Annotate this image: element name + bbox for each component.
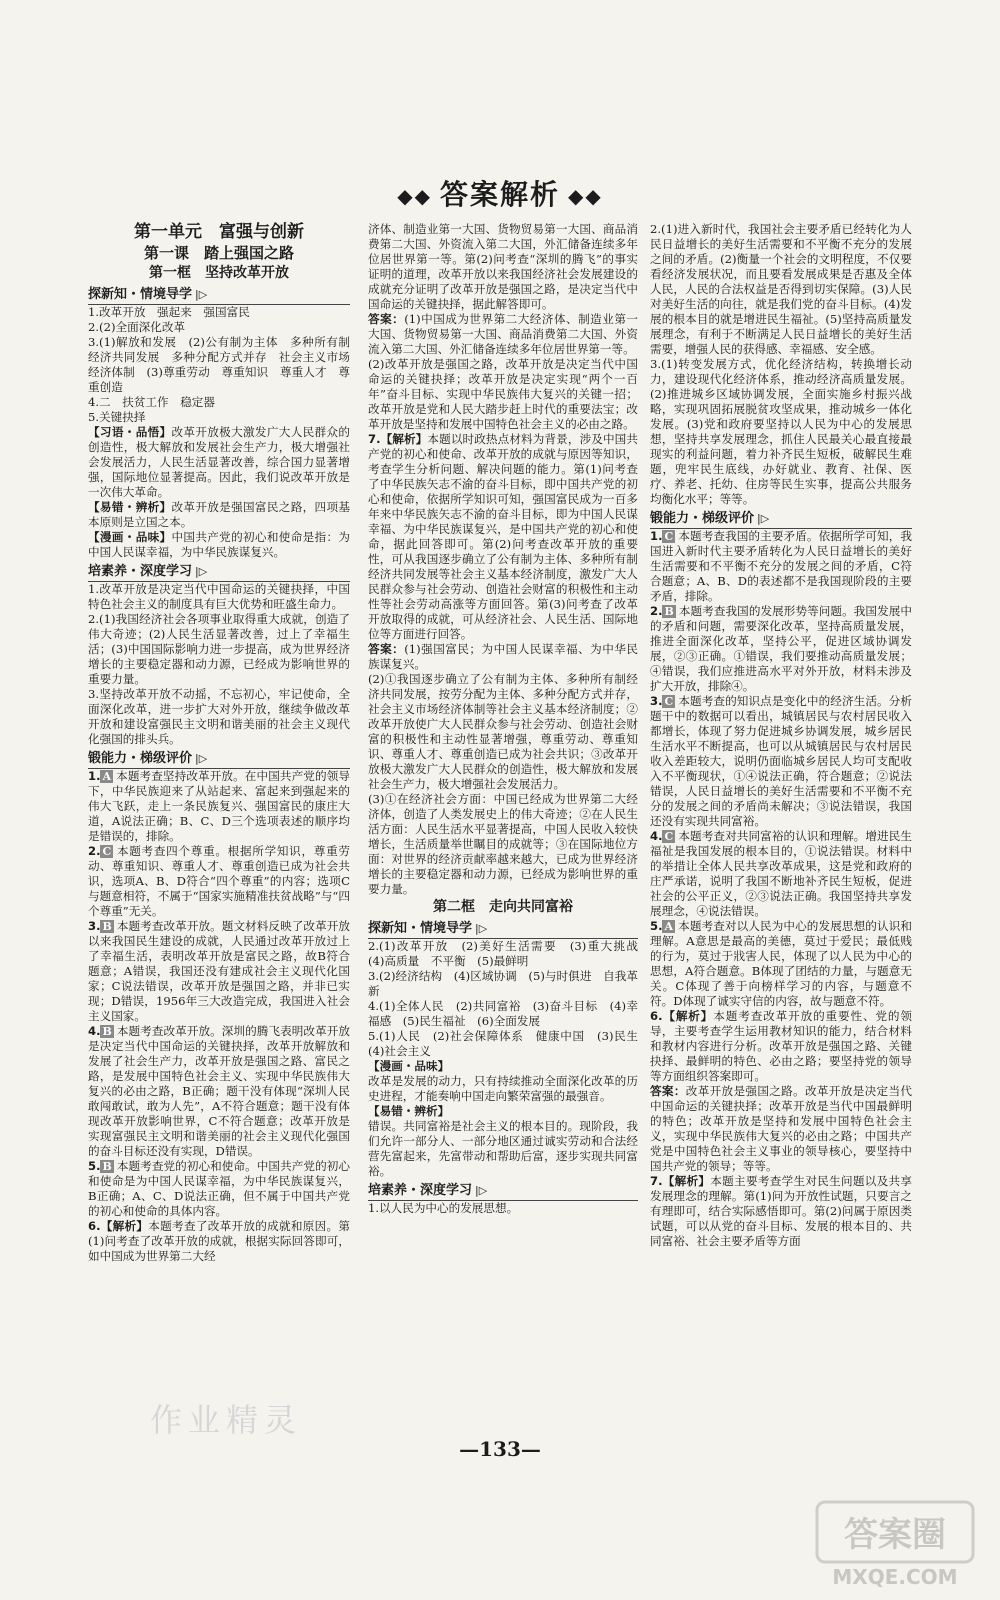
tagged-paragraph xyxy=(650,1174,912,1249)
answer-choice-badge: B xyxy=(102,1025,112,1038)
paragraph: 1.以人民为中心的发展思想。 xyxy=(368,1201,519,1215)
paragraph-text: 本题以时政热点材料为背景，涉及中国共产党的初心和使命、改革开放的成就与原因等知识，考查学生分析问题、解决问题的能力。第(1)问考查了中华民族矢志不渝的奋斗目标，即中国共产党的初心和使命，依据所学知识可知，强国富民成为一百多年来中华民族矢志不渝的奋斗目标，即为中国人民谋幸福、为中华民族谋复兴，是中国共产党的初心和使命，据此回答即可。第(2)问考查改革开放的重要性，可从我国逐步确立了公有制为主体、多种所有制经济共同发展等社会主义基本经济制度，激发广大人民群众参与社会劳动、创造社会财富的积极性和主动性等社会劳动高涨等方面回答。第(3)问考查了改革开放取得的成就，可从经济社会、人民生活、国际地位等方面进行回答。 xyxy=(368,432,638,641)
answer-choice-badge: C xyxy=(664,695,674,708)
paragraph-text: 改革开放极大激发广大人民群众的创造性，极大解放和发展社会生产力，极大增强社会发展活力，人民生活显著改善，综合国力显著增强，国际地位显著提高。因此，我们说改革开放是一次伟大革命。 xyxy=(88,425,350,499)
answer-choice-badge: C xyxy=(664,830,674,843)
section-heading xyxy=(650,509,912,529)
section-arrow-icon: |▷ xyxy=(195,752,208,765)
answer-item xyxy=(650,919,912,1009)
section-title: 探新知・情境导学 xyxy=(368,921,473,936)
answer-choice-badge: C xyxy=(102,845,112,858)
left-ornament-icon: ◆◆ xyxy=(397,184,432,208)
paragraph: 3.(1)转变发展方式，优化经济结构，转换增长动力，建设现代化经济体系，推动经济高质量发展。(2)推进城乡区域协调发展，全面实施乡村振兴战略，实现巩固拓展脱贫攻坚成果，推动城乡一体化发展。(3)党和政府要坚持以人民为中心的发展思想，坚持共享发展理念，抓住人民最关心最直接最现实的利益问题，着力补齐民生短板，破解民生难题，兜牢民生底线，办好就业、教育、社保、医疗、养老、托幼、住房等民生实事，提高公共服务均衡化水平；等等。 xyxy=(650,357,912,506)
answer-explanation: 本题考查对以人民为中心的发展思想的认识和理解。A意思是最高的美德，莫过于爱民；最低贱的行为，莫过于戕害人民，体现了以人民为中心的思想，A符合题意。B体现了团结的力量，与题意无关。C体现了善于向榜样学习的内容，与题意不符。D体现了诚实守信的内容，故与题意不符。 xyxy=(650,919,912,1008)
answer-explanation: 本题考查坚持改革开放。在中国共产党的领导下，中华民族迎来了从站起来、富起来到强起来的伟大飞跃，走上一条民族复兴、强国富民的康庄大道，A说法正确；B、C、D三个选项表述的顺序均是错误的，排除。 xyxy=(88,769,350,843)
answer-column-middle xyxy=(368,222,650,1407)
answer-item xyxy=(88,1024,350,1159)
paragraph-tag: 6.【解析】 xyxy=(650,1009,714,1023)
answer-item xyxy=(88,769,350,844)
paragraph-tag: 【漫画・品味】 xyxy=(368,1059,450,1073)
section-title: 探新知・情境导学 xyxy=(88,287,193,302)
section-heading xyxy=(368,1181,638,1201)
answer-choice-badge: A xyxy=(664,920,674,933)
page-title xyxy=(0,173,1000,213)
paragraph-text: 改革开放是强国之路。改革开放是决定当代中国命运的关键抉择；改革开放是当代中国最鲜明的特色；改革开放是坚持和发展中国特色社会主义，实现中华民族伟大复兴的必由之路；中国共产党是中国特色社会主义事业的领导核心，要坚持中国共产党的领导；等等。 xyxy=(650,1084,912,1173)
tagged-paragraph xyxy=(88,530,350,560)
answer-item xyxy=(88,919,350,1024)
paragraph: (2)①我国逐步确立了公有制为主体、多种所有制经济共同发展，按劳分配为主体、多种分配方式并存，社会主义市场经济体制等社会主义基本经济制度；②改革开放使广大人民群众参与社会劳动、创造社会财富的积极性和主动性显著增强，尊重劳动、尊重知识、尊重人才、尊重创造已成为社会共识；③改革开放极大激发广大人民群众的创造性，极大解放和发展社会生产力，极大增强社会发展活力。 xyxy=(368,672,638,791)
page-number: —133— xyxy=(459,1437,541,1461)
frame-heading: 第一框 坚持改革开放 xyxy=(149,265,289,281)
lesson-heading: 第一课 踏上强国之路 xyxy=(143,244,294,262)
answer-number: 1. xyxy=(88,769,101,783)
paragraph-tag: 【漫画・品味】 xyxy=(88,530,172,544)
paragraph-tag: 答案： xyxy=(650,1084,686,1098)
paragraph-tag: 答案： xyxy=(368,312,405,326)
tagged-paragraph xyxy=(88,1219,350,1264)
logo-domain: MXQE.COM xyxy=(832,1565,958,1589)
tagged-paragraph xyxy=(88,425,350,500)
answer-explanation: 本题考查我国的发展形势等问题。我国发展中的矛盾和问题，需要深化改革，坚持高质量发展，推进全面深化改革，坚持公平，促进区域协调发展，②③正确。①错误，我们要推动高质量发展；④错误，我们应推进高水平对外开放，材料未涉及扩大开放，排除④。 xyxy=(650,604,912,693)
answer-number: 4. xyxy=(650,829,663,843)
answer-item xyxy=(650,529,912,604)
answer-item xyxy=(88,1159,350,1219)
paragraph: 5.关键抉择 xyxy=(88,410,146,424)
answer-number: 3. xyxy=(88,919,101,933)
section-heading xyxy=(368,919,638,939)
answer-number: 1. xyxy=(650,529,663,543)
section-title: 锻能力・梯级评价 xyxy=(650,511,755,526)
tagged-paragraph xyxy=(650,1009,912,1084)
answer-explanation: 本题考查我国的主要矛盾。依据所学可知，我国进入新时代主要矛盾转化为人民日益增长的美好生活需要和不平衡不充分的发展之间的矛盾，C符合题意；A、B、D的表述都不是我国现阶段的主要矛盾，排除。 xyxy=(650,529,912,603)
logo-text: 答案圈 xyxy=(844,1515,946,1555)
tagged-paragraph xyxy=(368,1059,638,1074)
answer-choice-badge: B xyxy=(664,605,674,618)
paragraph-tag: 答案： xyxy=(368,642,405,656)
paragraph-tag: 【易错・辨析】 xyxy=(88,500,172,514)
watermark: 作业精灵 xyxy=(150,1401,303,1439)
paragraph: 3.(1)解放和发展 (2)公有制为主体 多种所有制经济共同发展 多种分配方式并存 社会主义市场经济体制 (3)尊重劳动 尊重知识 尊重人才 尊重创造 xyxy=(88,335,350,394)
paragraph-text: 中国共产党的初心和使命是指：为中国人民谋幸福，为中华民族谋复兴。 xyxy=(88,530,350,559)
section-arrow-icon: |▷ xyxy=(475,922,488,935)
answer-explanation: 本题考查改革开放。题文材料反映了改革开放以来我国民生建设的成就，人民通过改革开放过上了幸福生活，表明改革开放是富民之路，故B符合题意；A错误，我国还没有建成社会主义现代化国家；C说法错误，改革开放是强国之路，并非已实现；D错误，1956年三大改造完成，我国进入社会主义国家。 xyxy=(88,919,350,1023)
paragraph: 2.(2)全面深化改革 xyxy=(88,320,186,334)
tagged-paragraph xyxy=(368,432,638,642)
paragraph-text: 本题考查改革开放的重要性、党的领导，主要考查学生运用教材知识的能力，结合材料和教材内容进行分析。改革开放是强国之路、关键抉择、最鲜明的特色、必由之路；要坚持党的领导等方面组织答案即可。 xyxy=(650,1009,912,1083)
answer-number: 3. xyxy=(650,694,663,708)
paragraph: 2.(1)进入新时代，我国社会主要矛盾已经转化为人民日益增长的美好生活需要和不平衡不充分的发展之间的矛盾。(2)衡量一个社会的文明程度，不仅要看经济发展状况，而且要看发展成果是否惠及全体人民，人民的合法权益是否得到切实保障。(3)人民对美好生活的向往，就是我们党的奋斗目标。(4)发展的根本目的就是增进民生福祉。(5)坚持高质量发展理念，有利于不断满足人民日益增长的美好生活需要，增强人民的获得感、幸福感、安全感。 xyxy=(650,222,912,356)
section-arrow-icon: |▷ xyxy=(757,512,770,525)
paragraph: 2.(1)改革开放 (2)美好生活需要 (3)重大挑战 (4)高质量 不平衡 (5)最鲜明 xyxy=(368,939,650,968)
paragraph-tag: 【习语・品悟】 xyxy=(88,425,172,439)
tagged-paragraph xyxy=(368,1104,638,1119)
paragraph-tag: 【易错・辨析】 xyxy=(368,1104,450,1118)
section-heading xyxy=(88,562,350,582)
answer-explanation: 本题考查党的初心和使命。中国共产党的初心和使命是为中国人民谋幸福，为中华民族谋复兴，B正确；A、C、D说法正确，但不属于中国共产党的初心和使命的具体内容。 xyxy=(88,1159,350,1218)
paragraph-text: (1)强国富民；为中国人民谋幸福、为中华民族谋复兴。 xyxy=(368,642,638,671)
site-logo xyxy=(815,1500,975,1590)
section-title: 锻能力・梯级评价 xyxy=(88,751,193,766)
paragraph: 改革是发展的动力，只有持续推动全面深化改革的历史进程，才能奏响中国走向繁荣富强的最强音。 xyxy=(368,1074,638,1103)
answer-number: 2. xyxy=(88,844,101,858)
paragraph-tag: 7.【解析】 xyxy=(650,1174,711,1188)
answer-choice-badge: A xyxy=(102,770,112,783)
answer-column-right xyxy=(650,222,912,1407)
section-arrow-icon: |▷ xyxy=(195,288,208,301)
paragraph: 4.(1)全体人民 (2)共同富裕 (3)奋斗目标 (4)幸福感 (5)民生福祉 (6)全面发展 xyxy=(368,999,638,1028)
paragraph-text: (1)中国成为世界第二大经济体、制造业第一大国、货物贸易第一大国、商品消费第二大国、外资流入第二大国、外汇储备连续多年位居世界第一等。 xyxy=(368,312,638,356)
paragraph-text: 本题考查了改革开放的成就和原因。第(1)问考查了改革开放的成就，根据实际回答即可，如中国成为世界第二大经 xyxy=(88,1219,350,1263)
answer-item xyxy=(650,829,912,919)
unit-heading: 第一单元 富强与创新 xyxy=(134,222,304,242)
answer-item xyxy=(88,844,350,919)
answer-number: 5. xyxy=(88,1159,101,1173)
paragraph: 5.(1)人民 (2)社会保障体系 健康中国 (3)民生 (4)社会主义 xyxy=(368,1029,650,1058)
section-heading xyxy=(88,749,350,769)
answer-choice-badge: B xyxy=(102,920,112,933)
paragraph: 3.坚持改革开放不动摇，不忘初心，牢记使命，全面深化改革，进一步扩大对外开放，继续争做改革开放和建设富强民主文明和谐美丽的社会主义现代化强国的排头兵。 xyxy=(88,687,350,746)
tagged-paragraph xyxy=(650,1084,912,1174)
section-arrow-icon: |▷ xyxy=(475,1184,488,1197)
frame-heading: 第二框 走向共同富裕 xyxy=(433,899,573,915)
tagged-paragraph xyxy=(88,500,350,530)
paragraph: 济体、制造业第一大国、货物贸易第一大国、商品消费第二大国、外资流入第二大国，外汇储备连续多年位居世界第一等。第(2)问考查“深圳的腾飞”的事实证明的道理，改革开放以来我国经济社会发展建设的成就充分证明了改革开放是强国之路，是决定当代中国命运的关键抉择，据此解答即可。 xyxy=(368,222,638,311)
section-heading xyxy=(88,285,350,305)
answer-explanation: 本题考查改革开放。深圳的腾飞表明改革开放是决定当代中国命运的关键抉择，改革开放解放和发展了社会生产力，改革开放是强国之路、富民之路，是发展中国特色社会主义、实现中华民族伟大复兴的必由之路，B正确；题干没有体现“深圳人民敢闯敢试，敢为人先”，A不符合题意；题干没有体现改革开放影响世界，C不符合题意；改革开放是实现富强民主文明和谐美丽的社会主义现代化强国的奋斗目标还没有实现，D错误。 xyxy=(88,1024,350,1158)
page-title-text: 答案解析 xyxy=(439,178,560,211)
paragraph: 2.(1)我国经济社会各项事业取得重大成就，创造了伟大奇迹；(2)人民生活显著改善，过上了幸福生活；(3)中国国际影响力进一步提高，成为世界经济增长的主要稳定器和动力源，已经成为影响世界的重要力量。 xyxy=(88,612,350,686)
section-title: 培素养・深度学习 xyxy=(88,564,193,579)
paragraph: 错误。共同富裕是社会主义的根本目的。现阶段，我们允许一部分人、一部分地区通过诚实劳动和合法经营先富起来，先富带动和帮助后富，逐步实现共同富裕。 xyxy=(368,1119,638,1178)
paragraph-text: 本题主要考查学生对民生问题以及共享发展理念的理解。第(1)问为开放性试题，只要言之有理即可，结合实际感悟即可。第(2)问属于原因类试题，可以从党的奋斗目标、发展的根本目的、共同富裕、社会主要矛盾等方面 xyxy=(650,1174,912,1248)
answer-choice-badge: C xyxy=(664,530,674,543)
paragraph-tag: 6.【解析】 xyxy=(88,1219,149,1233)
answer-choice-badge: B xyxy=(102,1160,112,1173)
answer-item xyxy=(650,694,912,829)
answer-item xyxy=(650,604,912,694)
tagged-paragraph xyxy=(368,312,638,357)
answer-number: 5. xyxy=(650,919,663,933)
paragraph-tag: 7.【解析】 xyxy=(368,432,428,446)
answer-explanation: 本题考查对共同富裕的认识和理解。增进民生福祉是我国发展的根本目的，①说法错误。材料中的举措让全体人民共享改革成果，这是党和政府的庄严承诺，说明了我国不断地补齐民生短板，促进社会的公平正义，②③说法正确。我国坚持共享发展理念，④说法错误。 xyxy=(650,829,912,918)
section-title: 培素养・深度学习 xyxy=(368,1183,473,1198)
answer-explanation: 本题考查四个尊重。根据所学知识，尊重劳动、尊重知识、尊重人才、尊重创造已成为社会共识，选项A、B、D符合“四个尊重”的内容；选项C与题意相符，不属于“国家实施精准扶贫战略”与“四个尊重”无关。 xyxy=(88,844,350,918)
paragraph: 3.(2)经济结构 (4)区域协调 (5)与时俱进 自我革新 xyxy=(368,969,638,998)
answer-number: 4. xyxy=(88,1024,101,1038)
paragraph: (2)改革开放是强国之路，改革开放是决定当代中国命运的关键抉择；改革开放是决定实现“两个一百年”奋斗目标、实现中华民族伟大复兴的关键一招；改革开放是党和人民大踏步赶上时代的重要法宝；改革开放是坚持和发展中国特色社会主义的必由之路。 xyxy=(368,357,638,431)
paragraph: (3)①在经济社会方面：中国已经成为世界第二大经济体，创造了人类发展史上的伟大奇迹；②在人民生活方面：人民生活水平显著提高，中国人民收入较快增长，生活质量举世瞩目的成就等；③在国际地位方面：对世界的经济贡献率越来越大，已成为世界经济增长的主要稳定器和动力源，已经成为影响世界的重要力量。 xyxy=(368,792,638,896)
tagged-paragraph xyxy=(368,642,638,672)
paragraph: 1.改革开放是决定当代中国命运的关键抉择，中国特色社会主义的制度具有巨大优势和旺盛生命力。 xyxy=(88,582,350,611)
paragraph: 1.改革开放 强起来 强国富民 xyxy=(88,305,250,319)
paragraph: 4.二 扶贫工作 稳定器 xyxy=(88,395,215,409)
section-arrow-icon: |▷ xyxy=(195,565,208,578)
answer-explanation: 本题考查的知识点是变化中的经济生活。分析题干中的数据可以看出，城镇居民与农村居民收入都增长，体现了努力促进城乡协调发展，城乡居民生活水平不断提高，也可以从城镇居民与农村居民收入差距较大，说明仍面临城乡居民人均可支配收入不平衡现状，①④说法正确，符合题意；②说法错误，人民日益增长的美好生活需要和不平衡不充分的发展之间的矛盾尚未解决；③说法错误，我国还没有实现共同富裕。 xyxy=(650,694,912,828)
answer-column-left xyxy=(88,222,350,1422)
right-ornament-icon: ◆◆ xyxy=(568,184,603,208)
paragraph-text: 改革开放是强国富民之路，四项基本原则是立国之本。 xyxy=(88,500,350,529)
answer-number: 2. xyxy=(650,604,663,618)
